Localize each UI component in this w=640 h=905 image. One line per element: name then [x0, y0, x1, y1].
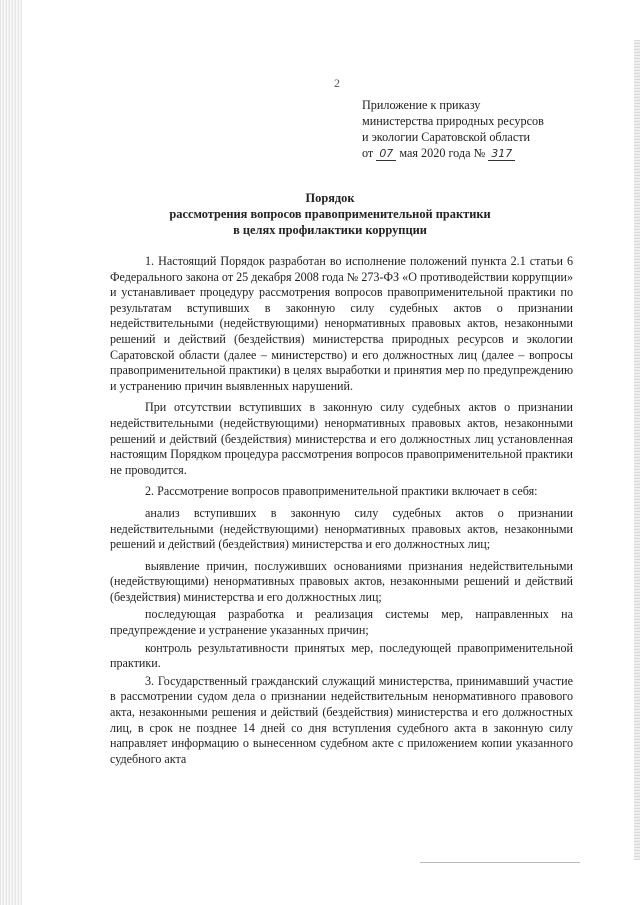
appendix-header: [362, 97, 544, 162]
appendix-date-line: [362, 145, 544, 162]
paragraph-1: 1. Настоящий Порядок разработан во исполнение положений пункта 2.1 статьи 6 Федерального закона от 25 декабря 2008 года № 273-ФЗ «О противодействии коррупции» и устанавливает процедуру рассмотрения вопросов правоприменительной практики по результатам вступивших в законную силу судебных актов о признании недействительными (недействующими) ненормативных правовых актов, незаконными решений и действий (бездействия) министерства природных ресурсов и экологии Саратовской области (далее – министерство) и его должностных лиц (далее – вопросы правоприменительной практики) в целях выработки и принятия мер по предупреждению и устранению причин выявленных нарушений.: [110, 254, 573, 393]
list-item-identification: выявление причин, послуживших основаниями признания недействительными (недействующими) ненормативных правовых актов, незаконными решений и действий (бездействия) министерства и его должностных лиц;: [110, 558, 573, 604]
appendix-line-3: и экологии Саратовской области: [362, 130, 531, 144]
page-number: 2: [334, 76, 340, 90]
document-title: [110, 190, 550, 238]
list-item-analysis: анализ вступивших в законную силу судебных актов о признании недействительными (недействующими) ненормативных правовых актов, незаконными решений и действий (бездействия) министерства и его должностных лиц;: [110, 505, 573, 552]
paragraph-2: При отсутствии вступивших в законную силу судебных актов о признании недействительными (недействующими) ненормативных правовых актов, незаконными решений и действий (бездействия) министерства и его должностных лиц установленная настоящим Порядком процедура рассмотрения вопросов правоприменительной практики не проводится.: [110, 400, 573, 477]
appendix-line-1: Приложение к приказу: [362, 98, 481, 112]
date-middle: мая 2020 года №: [399, 146, 486, 160]
footer-rule: [420, 862, 580, 863]
scan-edge-left: [0, 0, 22, 905]
date-prefix: от: [362, 146, 374, 160]
title-line-1: Порядок: [305, 191, 355, 205]
paragraph-4: 3. Государственный гражданский служащий министерства, принимавший участие в рассмотрении судом дела о признании недействительным ненормативного правового акта, незаконными решения и действий (бездействия) министерства и его должностных лиц, в срок не позднее 14 дней со дня вступления судебного акта в законную силу направляет информацию о вынесенном судебном акте с приложением копии указанного судебного акта: [110, 673, 573, 766]
handwritten-day: 07: [376, 147, 396, 161]
appendix-line-2: министерства природных ресурсов: [362, 114, 544, 128]
title-line-3: в целях профилактики коррупции: [233, 223, 427, 237]
list-item-measures: последующая разработка и реализация системы мер, направленных на предупреждение и устранение указанных причин;: [110, 607, 573, 638]
document-body: [110, 254, 573, 767]
paragraph-3: 2. Рассмотрение вопросов правоприменительной практики включает в себя:: [145, 484, 538, 499]
list-item-control: контроль результативности принятых мер, последующей правоприменительной практики.: [110, 640, 573, 671]
scan-edge-right: [634, 40, 640, 860]
title-line-2: рассмотрения вопросов правоприменительной практики: [169, 207, 491, 221]
handwritten-number: 317: [488, 147, 515, 161]
